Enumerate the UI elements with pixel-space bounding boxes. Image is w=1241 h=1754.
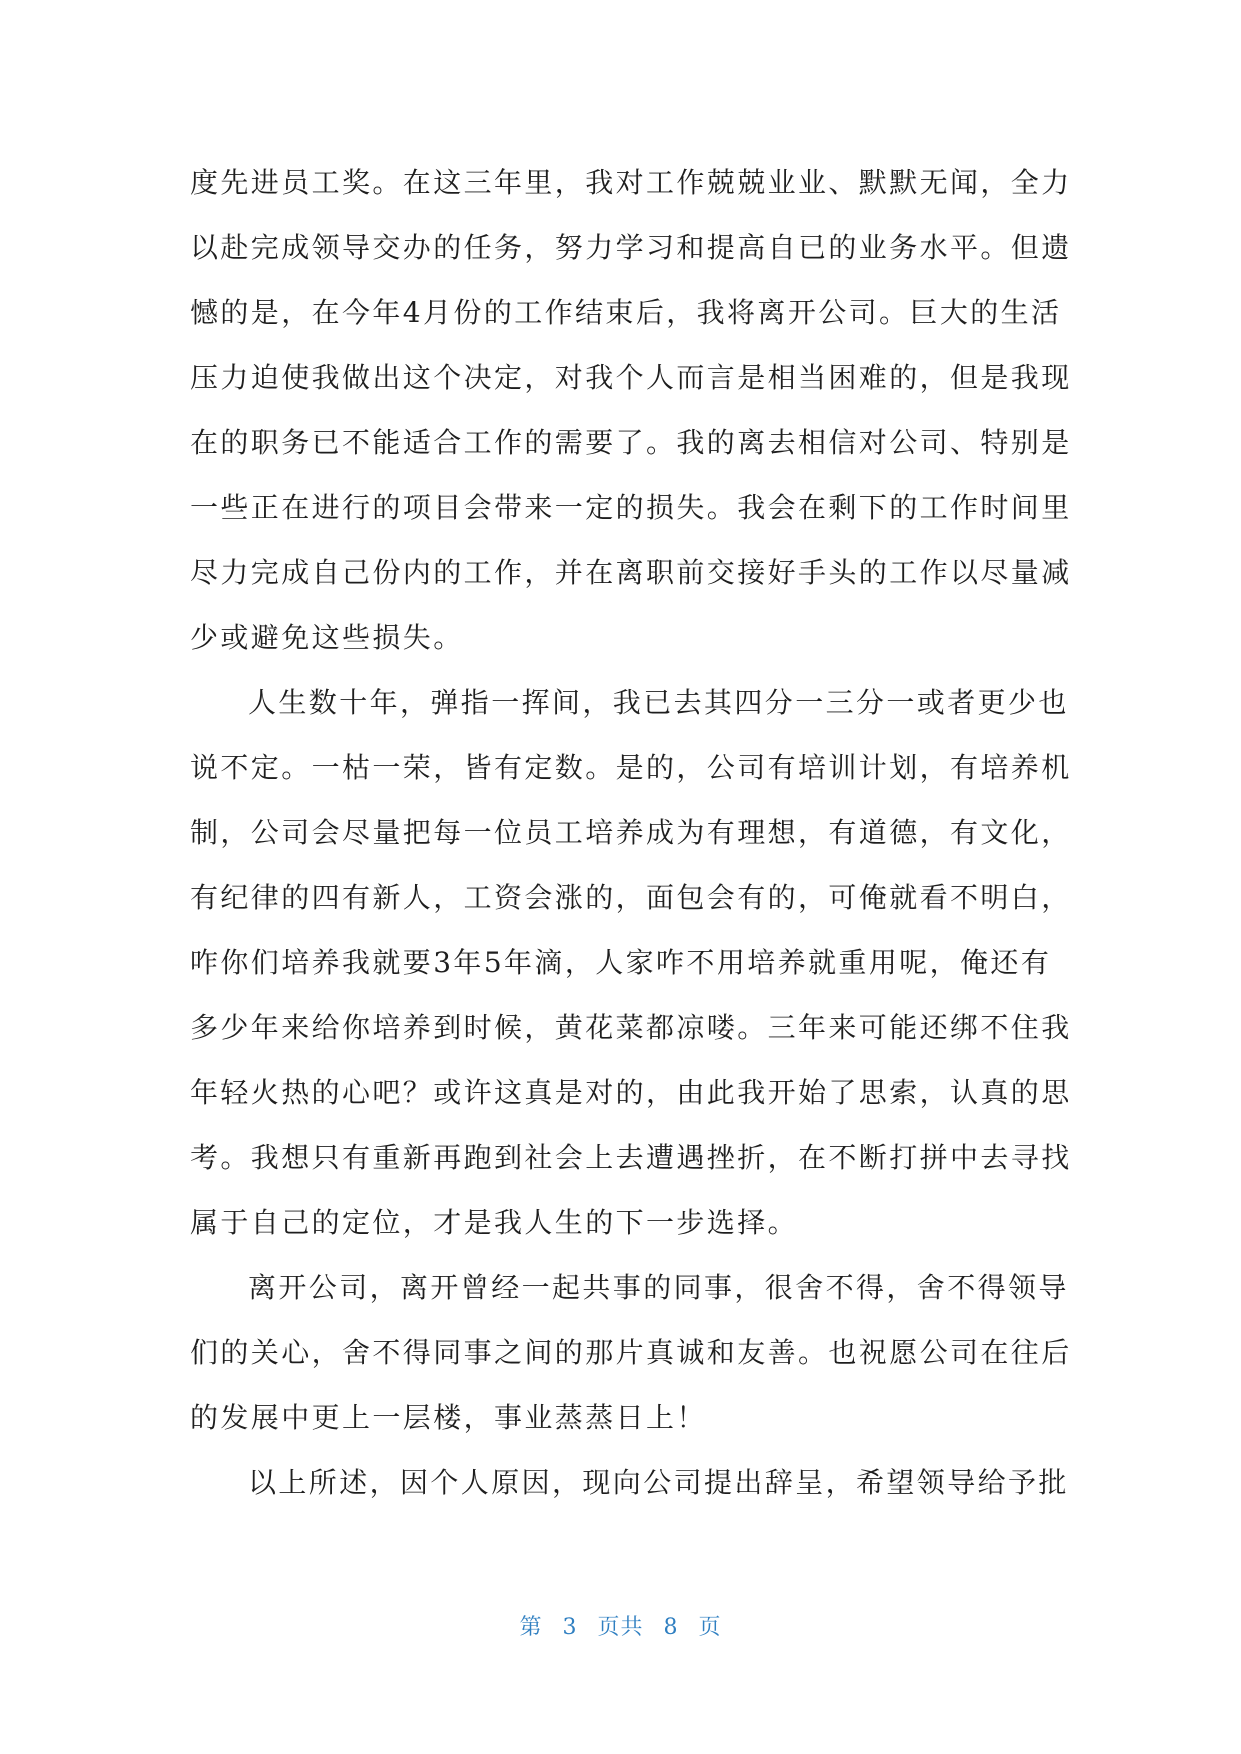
text-line: 说不定。一枯一荣，皆有定数。是的，公司有培训计划，有培养机 [190,751,1072,784]
text-line: 在的职务已不能适合工作的需要了。我的离去相信对公司、特别是 [190,426,1072,459]
page-label: 第 [519,1615,543,1640]
text-line: 离开公司，离开曾经一起共事的同事，很舍不得，舍不得领导 [248,1271,1069,1304]
text-line: 一些正在进行的项目会带来一定的损失。我会在剩下的工作时间里 [190,491,1072,524]
text-line: 制，公司会尽量把每一位员工培养成为有理想，有道德，有文化， [190,816,1072,849]
text-line: 年轻火热的心吧？或许这真是对的，由此我开始了思索，认真的思 [190,1076,1072,1109]
text-line: 们的关心，舍不得同事之间的那片真诚和友善。也祝愿公司在往后 [190,1336,1072,1369]
text-line: 有纪律的四有新人，工资会涨的，面包会有的，可俺就看不明白， [190,881,1072,914]
text-line: 憾的是，在今年4月份的工作结束后，我将离开公司。巨大的生活 [190,296,1062,329]
page-total-number: 8 [663,1615,679,1640]
page-footer [0,1610,1241,1641]
text-line: 以赴完成领导交办的任务，努力学习和提高自已的业务水平。但遗 [190,231,1072,264]
text-line: 的发展中更上一层楼，事业蒸蒸日上！ [190,1401,707,1434]
body-text [190,150,1072,1515]
page-of-label: 页共 [597,1615,644,1640]
text-line: 度先进员工奖。在这三年里，我对工作兢兢业业、默默无闻，全力 [190,166,1072,199]
text-line: 压力迫使我做出这个决定，对我个人而言是相当困难的，但是我现 [190,361,1072,394]
text-line: 以上所述，因个人原因，现向公司提出辞呈，希望领导给予批 [248,1466,1069,1499]
text-line: 考。我想只有重新再跑到社会上去遭遇挫折，在不断打拼中去寻找 [190,1141,1072,1174]
text-line: 咋你们培养我就要3年5年滴，人家咋不用培养就重用呢，俺还有 [190,946,1052,979]
text-line: 属于自己的定位，才是我人生的下一步选择。 [190,1206,799,1239]
page-current-number: 3 [562,1615,578,1640]
text-line: 人生数十年，弹指一挥间，我已去其四分一三分一或者更少也 [248,686,1069,719]
text-line: 多少年来给你培养到时候，黄花菜都凉喽。三年来可能还绑不住我 [190,1011,1072,1044]
text-line: 尽力完成自己份内的工作，并在离职前交接好手头的工作以尽量减 [190,556,1072,589]
page-suffix: 页 [698,1615,722,1640]
text-line: 少或避免这些损失。 [190,621,464,654]
